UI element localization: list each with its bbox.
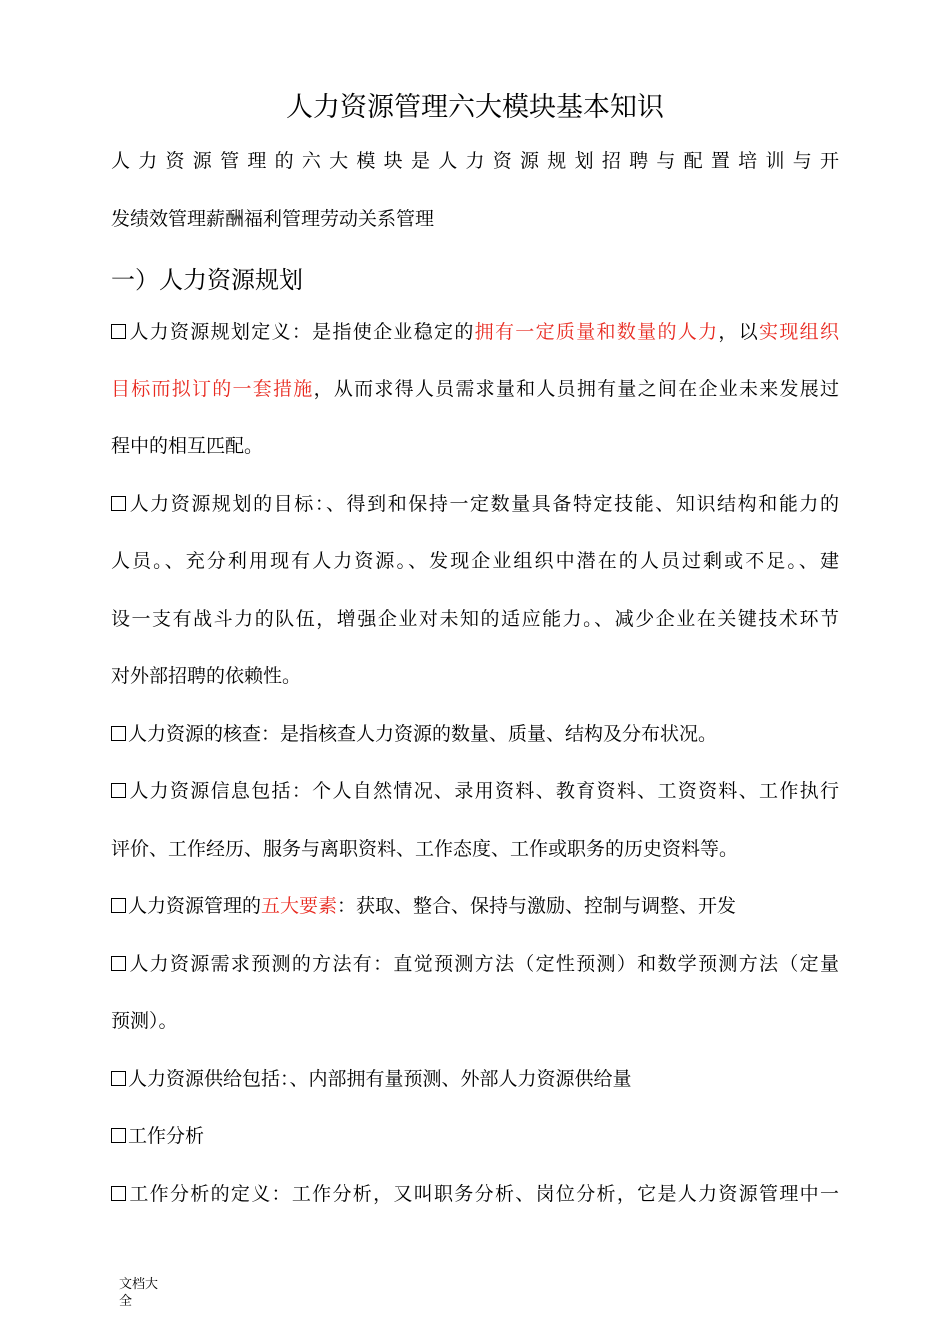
section-heading: 一）人力资源规划 [111,266,303,294]
square-bullet-icon [111,1071,126,1086]
highlight-text: 实现组织 [759,321,839,343]
paragraph-goals-line-4: 对外部招聘的依赖性。 [111,665,302,687]
paragraph-five-elements: 人力资源管理的五大要素：获取、整合、保持与激励、控制与调整、开发 [111,891,839,921]
square-bullet-icon [111,1186,126,1201]
square-bullet-icon [111,1128,126,1143]
intro-line-2: 发绩效管理薪酬福利管理劳动关系管理 [111,208,435,230]
square-bullet-icon [111,956,126,971]
paragraph-goals-line-3: 设一支有战斗力的队伍，增强企业对未知的适应能力。、减少企业在关键技术环节 [111,608,839,630]
intro-line-1: 人力资源管理的六大模块是人力资源规划招聘与配置培训与开 [111,150,839,172]
paragraph-definition-line-3: 程中的相互匹配。 [111,435,264,457]
paragraph-goals-line-2: 人员。、充分利用现有人力资源。、发现企业组织中潜在的人员过剩或不足。、建 [111,550,839,572]
paragraph-job-analysis: 工作分析 [111,1121,839,1151]
paragraph-check: 人力资源的核查：是指核查人力资源的数量、质量、结构及分布状况。 [111,719,839,749]
paragraph-goals-line-1: 人力资源规划的目标：、得到和保持一定数量具备特定技能、知识结构和能力的 [111,489,839,519]
paragraph-info-line-2: 评价、工作经历、服务与离职资料、工作态度、工作或职务的历史资料等。 [111,838,739,860]
highlight-text: 拥有一定质量和数量的人力 [474,321,719,343]
paragraph-forecast-line-2: 预测）。 [111,1010,178,1032]
paragraph-job-analysis-definition: 工作分析的定义：工作分析，又叫职务分析、岗位分析，它是人力资源管理中一 [111,1179,839,1209]
paragraph-definition-line-2: 目标而拟订的一套措施，从而求得人员需求量和人员拥有量之间在企业未来发展过 [111,378,839,400]
paragraph-supply: 人力资源供给包括：、内部拥有量预测、外部人力资源供给量 [111,1064,839,1094]
square-bullet-icon [111,783,126,798]
paragraph-info-line-1: 人力资源信息包括：个人自然情况、录用资料、教育资料、工资资料、工作执行 [111,776,839,806]
paragraph-definition-line-1: 人力资源规划定义：是指使企业稳定的拥有一定质量和数量的人力，以实现组织 [111,317,839,347]
highlight-text: 五大要素 [261,895,338,917]
page-footer: 文档大全 [119,1277,159,1309]
highlight-text: 目标而拟订的一套措施 [111,378,314,400]
square-bullet-icon [111,898,126,913]
square-bullet-icon [111,496,126,511]
square-bullet-icon [111,726,126,741]
square-bullet-icon [111,324,126,339]
document-title: 人力资源管理六大模块基本知识 [286,92,664,123]
paragraph-forecast-line-1: 人力资源需求预测的方法有：直觉预测方法（定性预测）和数学预测方法（定量 [111,949,839,979]
